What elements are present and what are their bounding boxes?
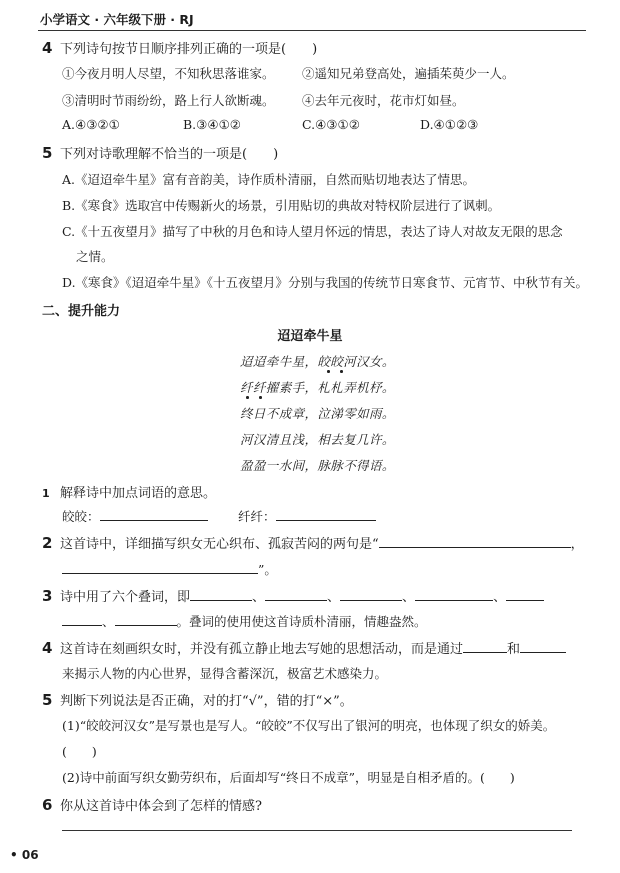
q4-option-b: B.③④①② xyxy=(183,117,241,132)
p5 xyxy=(42,690,353,709)
p4 xyxy=(42,638,566,657)
p2-number: 2 xyxy=(42,534,53,552)
q4 xyxy=(42,38,317,57)
p3-blank-4[interactable] xyxy=(415,588,493,601)
p3 xyxy=(42,586,544,605)
p2 xyxy=(42,533,584,552)
poem-line-3: 终日不成章，泣涕零如雨。 xyxy=(240,406,395,421)
p3-text: 诗中用了六个叠词，即 xyxy=(60,590,191,605)
q5-option-c-cont: 之情。 xyxy=(76,249,114,264)
q4-stem: 下列诗句按节日顺序排列正确的一项是( ) xyxy=(60,42,318,57)
separator: 、 xyxy=(493,590,507,605)
p5-statement-1: (1)“皎皎河汉女”是写景也是写人。“皎皎”不仅写出了银河的明亮，也体现了织女的娇美。 xyxy=(62,718,556,733)
page-bullet: • xyxy=(10,848,18,862)
header-title: 小学语文 · 六年级下册 · RJ xyxy=(40,12,194,27)
q4-item-1: ①今夜月明人尽望，不知秋思落谁家。 xyxy=(62,66,275,81)
page-number xyxy=(10,848,39,862)
p2-line2 xyxy=(62,560,277,578)
p3-blank-2[interactable] xyxy=(265,588,327,601)
p4-text2: 来揭示人物的内心世界，显得含蓄深沉，极富艺术感染力。 xyxy=(62,666,388,681)
page-number-text: 06 xyxy=(21,848,39,862)
q5-number: 5 xyxy=(42,144,53,162)
p1-label-b: 纤纤： xyxy=(238,509,276,524)
p1-answer-a xyxy=(62,507,208,525)
emphasis-dot xyxy=(246,396,249,399)
q4-number: 4 xyxy=(42,39,53,57)
header-divider xyxy=(38,30,586,31)
q4-option-c: C.④③①② xyxy=(302,117,360,132)
p4-text: 这首诗在刻画织女时，并没有孤立静止地去写她的思想活动，而是通过 xyxy=(60,642,464,657)
p3-blank-1[interactable] xyxy=(190,588,252,601)
poem-line-4: 河汉清且浅，相去复几许。 xyxy=(240,432,395,447)
p4-blank-2[interactable] xyxy=(520,640,566,653)
p1-text: 解释诗中加点词语的意思。 xyxy=(60,486,217,501)
p5-number: 5 xyxy=(42,691,53,709)
q5-stem: 下列对诗歌理解不恰当的一项是( ) xyxy=(60,147,279,162)
p1 xyxy=(42,482,216,501)
p4-number: 4 xyxy=(42,639,53,657)
section-title: 二、提升能力 xyxy=(42,304,121,319)
p6-answer-line[interactable] xyxy=(62,830,572,831)
poem-line-5: 盈盈一水间，脉脉不得语。 xyxy=(240,458,395,473)
p5-statement-2: (2)诗中前面写织女勤劳织布，后面却写“终日不成章”，明显是自相矛盾的。( ) xyxy=(62,770,515,785)
q5-option-d: D.《寒食》《迢迢牵牛星》《十五夜望月》分别与我国的传统节日寒食节、元宵节、中秋节有关。 xyxy=(62,275,589,290)
p2-comma: ， xyxy=(570,537,584,552)
p3-number: 3 xyxy=(42,587,53,605)
p2-end: ”。 xyxy=(258,562,277,577)
p2-text: 这首诗中，详细描写织女无心织布、孤寂苦闷的两句是“ xyxy=(60,537,379,552)
poem-line-2: 纤纤擢素手，札札弄机杼。 xyxy=(240,380,395,395)
p5-text: 判断下列说法是否正确，对的打“√”，错的打“×”。 xyxy=(60,694,353,709)
p5-answer-1[interactable]: ( ) xyxy=(62,744,97,759)
emphasis-dot xyxy=(340,370,343,373)
separator: 、 xyxy=(252,590,266,605)
p6 xyxy=(42,795,262,814)
q5-option-a: A.《迢迢牵牛星》富有音韵美，诗作质朴清丽，自然而贴切地表达了情思。 xyxy=(62,172,476,187)
p1-number: 1 xyxy=(42,487,50,500)
p3-end: 。叠词的使用使这首诗质朴清丽，情趣盎然。 xyxy=(176,614,427,629)
emphasis-dot xyxy=(327,370,330,373)
p3-blank-6[interactable] xyxy=(115,613,177,626)
q4-item-2: ②遥知兄弟登高处，遍插茱萸少一人。 xyxy=(302,66,515,81)
q4-item-4: ④去年元夜时，花市灯如昼。 xyxy=(302,93,465,108)
p6-number: 6 xyxy=(42,796,53,814)
p6-text: 你从这首诗中体会到了怎样的情感? xyxy=(60,799,262,814)
p2-blank-2[interactable] xyxy=(62,561,258,574)
separator: 、 xyxy=(102,614,115,629)
p4-blank-1[interactable] xyxy=(463,640,507,653)
p1-label-a: 皎皎： xyxy=(62,509,100,524)
q5 xyxy=(42,143,278,162)
p1-blank-b[interactable] xyxy=(276,508,376,521)
separator: 、 xyxy=(402,590,416,605)
p3-blank-5b[interactable] xyxy=(62,613,102,626)
q4-option-d: D.④①②③ xyxy=(420,117,479,132)
separator: 、 xyxy=(327,590,341,605)
p4-and: 和 xyxy=(507,642,521,657)
poem-line-1: 迢迢牵牛星，皎皎河汉女。 xyxy=(240,354,395,369)
p1-blank-a[interactable] xyxy=(100,508,208,521)
emphasis-dot xyxy=(259,396,262,399)
p2-blank-1[interactable] xyxy=(379,535,571,548)
q5-option-c: C.《十五夜望月》描写了中秋的月色和诗人望月怀远的情思，表达了诗人对故友无限的思念 xyxy=(62,224,563,239)
poem-title: 迢迢牵牛星 xyxy=(277,329,343,344)
p3-line2 xyxy=(62,612,427,630)
q4-item-3: ③清明时节雨纷纷，路上行人欲断魂。 xyxy=(62,93,275,108)
q4-option-a: A.④③②① xyxy=(62,117,120,132)
p3-blank-5[interactable] xyxy=(506,588,544,601)
q5-option-b: B.《寒食》选取宫中传赐新火的场景，引用贴切的典故对特权阶层进行了讽刺。 xyxy=(62,198,501,213)
p1-answer-b xyxy=(238,507,376,525)
p3-blank-3[interactable] xyxy=(340,588,402,601)
